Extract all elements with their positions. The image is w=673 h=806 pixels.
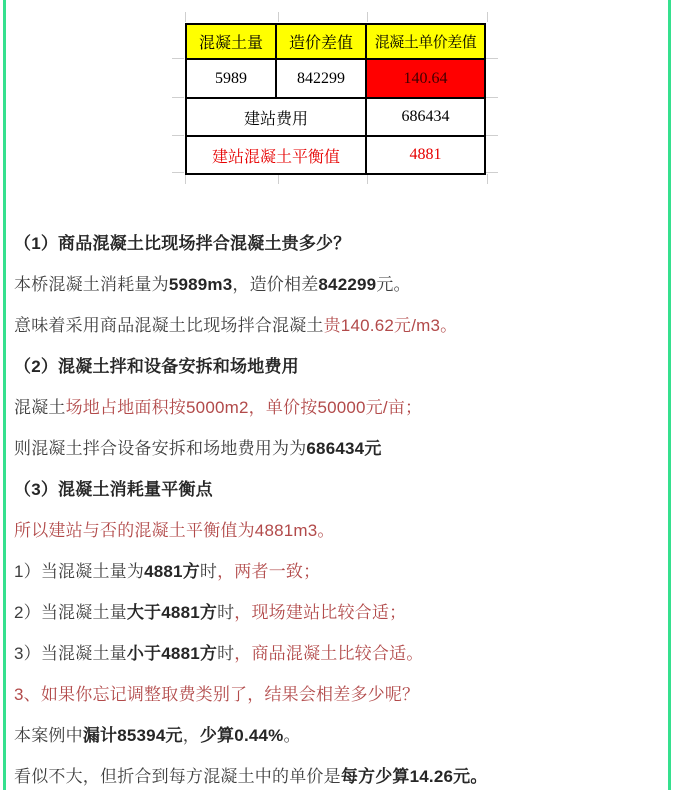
table-balance-row (186, 136, 485, 174)
cell-unit-price-difference-highlight: 140.64 (366, 59, 485, 98)
text-segment-bold: （1）商品混凝土比现场拌合混凝土贵多少？ (14, 234, 351, 253)
text-segment-normal: 。 (283, 726, 301, 745)
text-segment-red: 3、如果你忘记调整取费类别了，结果会相差多少呢？ (14, 685, 420, 704)
paragraph (14, 642, 661, 665)
text-segment-normal: 时 (199, 562, 218, 581)
header-concrete-volume: 混凝土量 (186, 24, 276, 59)
table-header-row (186, 24, 485, 59)
text-segment-normal: 时 (217, 644, 235, 663)
cell-station-cost-label: 建站费用 (186, 98, 366, 136)
text-segment-red: ，商品混凝土比较合适。 (234, 644, 424, 663)
text-segment-bold: 每方少算14.26元。 (340, 767, 488, 786)
cell-station-cost-value: 686434 (366, 98, 485, 136)
text-segment-red: ，两者一致； (217, 562, 321, 581)
text-segment-bold: 4881方 (144, 562, 200, 581)
header-cost-difference: 造价差值 (276, 24, 366, 59)
text-segment-normal: 意味着采用商品混凝土比现场拌合混凝土 (14, 316, 324, 335)
text-segment-normal: ，造价相差 (232, 275, 319, 294)
section-heading (14, 478, 661, 501)
left-edge-accent (3, 0, 6, 790)
table-values-row (186, 59, 485, 98)
text-segment-normal: 2）当混凝土量 (14, 603, 127, 622)
text-segment-red: ，现场建站比较合适； (234, 603, 407, 622)
text-segment-bold: 686434元 (306, 439, 382, 458)
text-segment-red: 所以建站与否的混凝土平衡值为4881m3。 (14, 521, 335, 540)
text-segment-normal: 则混凝土拌合设备安拆和场地费用为为 (14, 439, 307, 458)
paragraph (14, 273, 661, 296)
cell-concrete-volume: 5989 (186, 59, 276, 98)
paragraph (14, 396, 661, 419)
text-segment-normal: 混凝土 (14, 398, 66, 417)
section-heading (14, 232, 661, 255)
paragraph (14, 437, 661, 460)
text-segment-red: 场地占地面积按5000m2，单价按50000元/亩； (65, 398, 423, 417)
text-segment-bold: 大于4881方 (126, 603, 218, 622)
text-segment-normal: 本案例中 (14, 726, 83, 745)
text-segment-bold: 少算0.44% (199, 726, 284, 745)
article-body (14, 232, 661, 806)
text-segment-bold: 小于4881方 (126, 644, 218, 663)
paragraph (14, 724, 661, 747)
text-segment-normal: 时 (217, 603, 235, 622)
header-unit-price-difference: 混凝土单价差值 (366, 24, 485, 59)
paragraph (14, 519, 661, 542)
concrete-cost-table (185, 23, 486, 175)
text-segment-normal: 1）当混凝土量为 (14, 562, 145, 581)
text-segment-bold: 5989m3 (168, 275, 233, 294)
section-heading (14, 355, 661, 378)
text-segment-normal: ， (182, 726, 200, 745)
paragraph (14, 314, 661, 337)
text-segment-normal: 3）当混凝土量 (14, 644, 127, 663)
text-segment-normal: 看似不大，但折合到每方混凝土中的单价是 (14, 767, 341, 786)
paragraph (14, 765, 661, 788)
cell-cost-difference: 842299 (276, 59, 366, 98)
text-segment-bold: 842299 (318, 275, 377, 294)
cell-balance-label: 建站混凝土平衡值 (186, 136, 366, 174)
cell-balance-value: 4881 (366, 136, 485, 174)
text-segment-normal: 元。 (376, 275, 411, 294)
text-segment-bold: （2）混凝土拌和设备安拆和场地费用 (14, 357, 299, 376)
table-station-cost-row (186, 98, 485, 136)
text-segment-bold: （3）混凝土消耗量平衡点 (14, 480, 213, 499)
paragraph (14, 683, 661, 706)
text-segment-bold: 漏计85394元 (82, 726, 183, 745)
text-segment-normal: 本桥混凝土消耗量为 (14, 275, 169, 294)
paragraph (14, 601, 661, 624)
paragraph (14, 560, 661, 583)
right-edge-accent (668, 0, 671, 790)
text-segment-red: 贵140.62元/m3。 (323, 316, 458, 335)
